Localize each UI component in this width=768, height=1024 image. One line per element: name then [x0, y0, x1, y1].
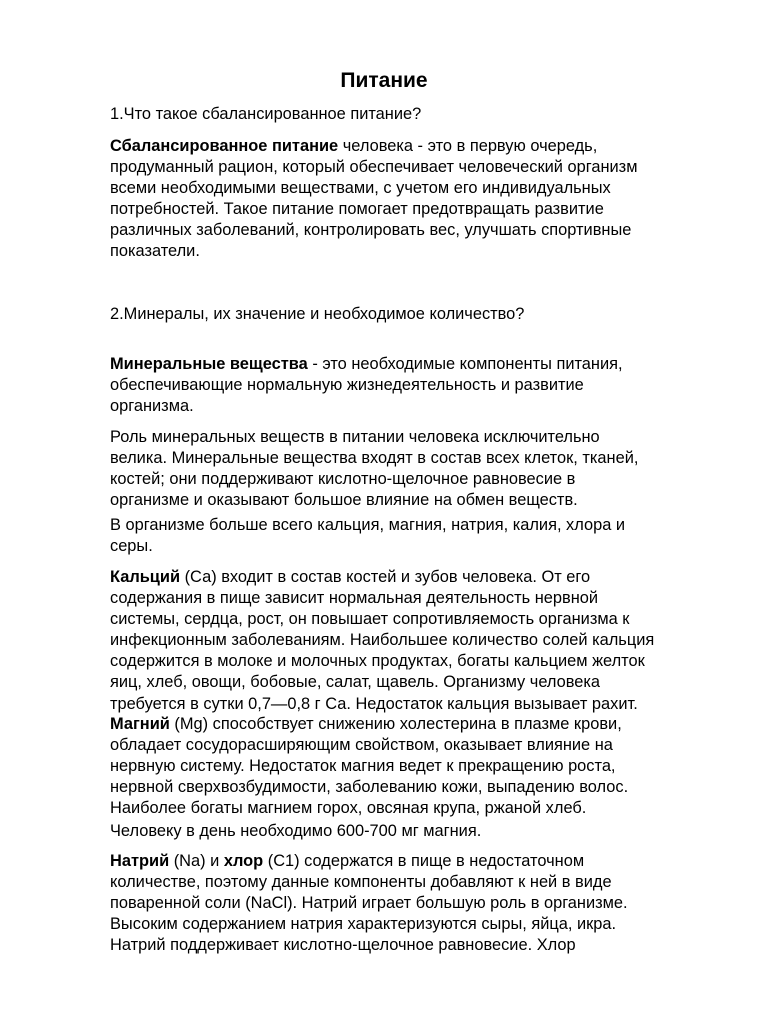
paragraph-calcium: Кальций (Са) входит в состав костей и зубов человека. От его содержания в пище зависит нормальная деятельность нервной системы, сердца, рост, он повышает сопротивляемость организма к инфекционным заболеваниям. Наибольшее количество солей кальция содержится в молоке и молочных продуктах, богаты кальцием желток яиц, хлеб, овощи, бобовые, салат, щавель. Организму человека требуется в сутки 0,7—0,8 г Са. Недостаток кальция вызывает рахит. — [110, 568, 655, 713]
paragraph-sodium-chlorine: Натрий (Na) и хлор (С1) содержатся в пище в недостаточном количестве, поэтому данные компоненты добавляют к ней в виде поваренной соли (NaCl). Натрий играет большую роль в организме. Высоким содержанием натрия характеризуются сыры, яйца, икра. Натрий поддерживает кислотно-щелочное равновесие. Хлор — [110, 852, 628, 955]
paragraph-balanced-nutrition: Сбалансированное питание человека - это в первую очередь, продуманный рацион, который обеспечивает человеческий организм всеми необходимыми веществами, с учетом его индивидуальных потребностей. Такое питание помогает предотвращать развитие различных заболеваний, контролировать вес, улучшать спортивные показатели. — [110, 137, 638, 261]
paragraph-mineral-role: Роль минеральных веществ в питании человека исключительно велика. Минеральные вещества входят в состав всех клеток, тканей, костей; они поддерживают кислотно-щелочное равновесие в организме и оказывают большое влияние на обмен веществ. — [110, 428, 639, 510]
term-magnesium: Магний — [110, 715, 170, 733]
paragraph-minerals: Минеральные вещества - это необходимые компоненты питания, обеспечивающие нормальную жизнедеятельность и развитие организма. — [110, 355, 623, 416]
term-calcium: Кальций — [110, 568, 181, 586]
paragraph-body-minerals: В организме больше всего кальция, магния, натрия, калия, хлора и серы. — [110, 516, 626, 556]
term-sodium: Натрий — [110, 852, 170, 870]
question-1: 1.Что такое сбалансированное питание? — [110, 105, 422, 123]
paragraph-magnesium: Магний (Mg) способствует снижению холестерина в плазме крови, обладает сосудорасширяющим свойством, оказывает влияние на нервную систему. Недостаток магния ведет к прекращению роста, нервной сверхвозбудимости, заболеванию кожи, выпадению волос. Наиболее богаты магнием горох, овсяная крупа, ржаной хлеб. — [110, 715, 629, 818]
term-balanced-nutrition: Сбалансированное питание — [110, 137, 339, 155]
term-minerals: Минеральные вещества — [110, 355, 308, 373]
term-chlorine: хлор — [223, 852, 264, 870]
paragraph-magnesium-daily: Человеку в день необходимо 600-700 мг магния. — [110, 822, 482, 840]
page-title: Питание — [340, 69, 428, 92]
question-2: 2.Минералы, их значение и необходимое количество? — [110, 305, 525, 323]
